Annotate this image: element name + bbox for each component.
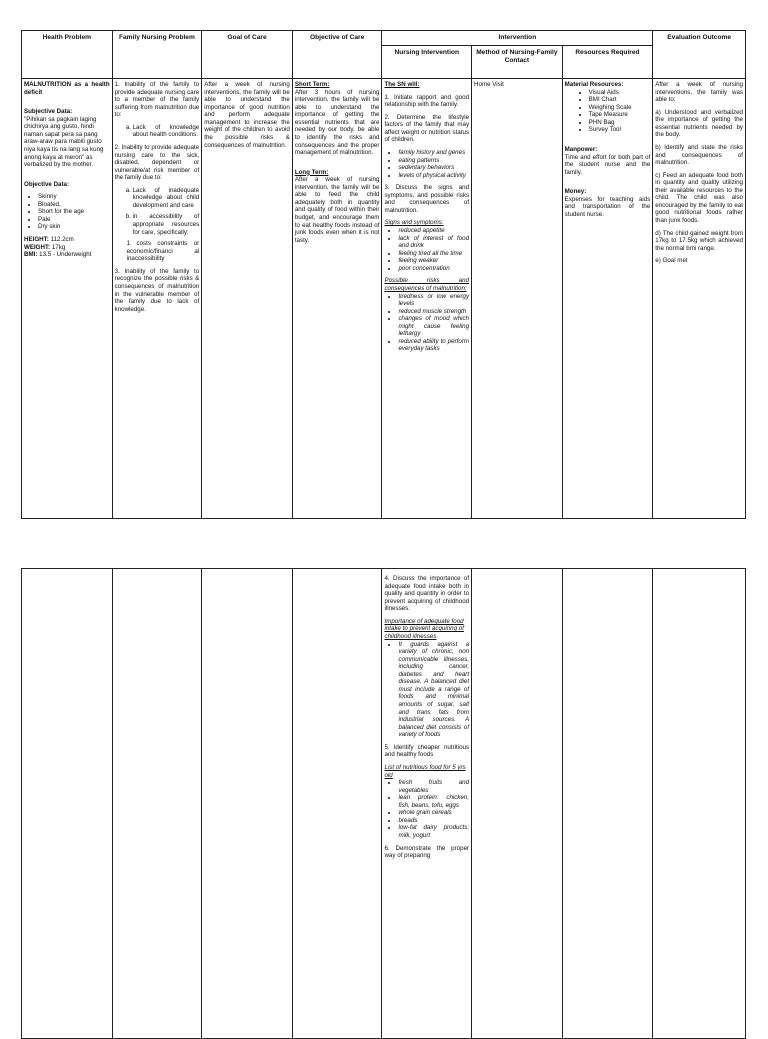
material-resources-list [565,89,651,134]
objective-data-item: • Dry skin [38,223,110,231]
health-problem-cell [22,79,113,519]
material-item: • PHN Bag [589,119,651,127]
importance-label: Importance of adequate food intake to prevent acquiring of childhood illnesses [384,617,464,640]
material-item: • Tape Measure [589,111,651,119]
header-method-of-contact: Method of Nursing-Family Contact [472,46,563,79]
intervention-1: 1. Initiate rapport and good relationship with the family. [384,93,470,109]
long-term-label: Long Term: [294,168,329,176]
evaluation-c: c) Feed an adequate food both in quantity and quality utilizing their available resources to the child. The child was also encouraged by the family to eat good nutritional foods rather than junk foods. [655,171,743,225]
importance-item: • It guards against a variety of chronic, non communicable illnesses, including cancer, diabetes and heart disease. A balanced diet must include a range of foods and minimal amounts of sugar, salt and trans fats from industrial sources. A balanced diet consists of variety of foods [398,641,469,739]
evaluation-e: e) Goal met [655,257,688,265]
risks-label: Possible risks and consequences of malnutrition: [384,277,470,292]
weight-label: WEIGHT: [24,243,51,251]
objective-of-care-cell [292,79,382,519]
risk-item: • changes of mood which might cause feeling lethargy [398,315,469,338]
intervention-3: 3. Discuss the signs and symptoms, and possible risks and consequences of malnutrition. [384,184,470,214]
health-problem-title: MALNUTRITION as a health deficit [24,81,110,96]
lifestyle-factor-item: • family history and genes [398,149,469,157]
care-plan-table-page1 [21,30,746,519]
header-family-nursing-problem: Family Nursing Problem [112,31,202,79]
risk-item: • reduced muscle strength [398,308,469,316]
goal-of-care-cell-continued [202,569,293,1039]
goal-text: After a week of nursing interventions, the family will be able to understand the importance of good nutrition and perform adequate management to increase the weight of the children to avoid the possible risks & consequences of malnutrition. [204,81,290,149]
sign-item: • reduced appetite [398,227,469,235]
header-health-problem: Health Problem [22,31,113,79]
manpower-text: Time and effort for both part of the student nurse and the family. [564,153,651,176]
food-item: • breads [398,817,469,825]
food-item: • low-fat dairy products: milk, yogurt [398,824,469,839]
height-value: 112.2cm [50,236,74,244]
lifestyle-factor-item: • levels of physical activity [398,172,469,180]
objective-data-item: • Bloated, [38,201,110,209]
intervention-4: 4. Discuss the importance of adequate food intake both in quality and quantity in order to prevent acquiring of childhood illnesses. [384,575,470,613]
material-item: • Survey Tool [589,126,651,134]
height-line [24,236,110,244]
material-item: • Weighing Scale [589,104,651,112]
lifestyle-factors-list [384,149,469,179]
nutritious-food-label: List of nutritious food for 5 yrs old [384,763,466,779]
signs-label: Signs and symptoms: [384,219,444,227]
header-row [22,31,746,46]
objective-of-care-cell-continued [292,569,382,1039]
family-problem-1-list [115,124,200,139]
lifestyle-factor-item: • sedentary behaviors [398,164,469,172]
sign-item: • feeling tired all the time [398,250,469,258]
method-cell [472,79,563,519]
family-problem-3: 3. Inability of the family to recognize the possible risks & consequences of malnutrition in the vulnerable member of the family due to lack of knowledge. [114,267,200,313]
resources-cell [562,79,653,519]
method-text: Home Visit [474,81,504,89]
header-nursing-intervention: Nursing Intervention [382,46,472,79]
care-plan-table-page2 [21,568,746,1039]
evaluation-b: b) Identify and state the risks and consequences of malnutrition. [655,143,743,167]
family-problem-2-item: a. Lack of inadequate knowledge about child development and care [133,187,200,210]
sign-item: • lack of interest of food and drink [398,235,469,250]
intervention-5: 5. Identify cheaper nutritious and healthy foods [384,743,470,759]
long-term-text: After a week of nursing intervention, the family will be able to feed the child adequately both in quantity and quality of food within their budget, and encourage them to eat healthy foods instead of junk foods even when it is not tasty. [294,176,380,244]
objective-data-item: • Pale [38,216,110,224]
risks-list [384,293,469,354]
material-resources-label: Material Resources: [564,81,624,89]
food-item: • lean protein: chicken, fish, beans, tofu, eggs [398,794,469,809]
short-term-label: Short Term: [294,81,330,89]
money-label: Money: [564,188,587,196]
content-row [22,79,746,519]
subjective-data-text: "Pihikan sa pagkain laging chichirya ang gusto, hindi naman sapat pera sa pang araw-araw para mabili gusto niya kaya tis na lang sa kung anong kaya at meron" as verbalized by the mother. [24,115,104,169]
evaluation-a: a) Understood and verbalized the importance of getting the essential nutrients needed by the body. [655,108,743,139]
material-item: • BMI Chart [589,96,651,104]
bmi-label: BMI: [24,251,38,259]
sign-item: • poor concentration [398,265,469,273]
money-text: Expenses for teaching aids and transportation of the student nurse. [564,195,651,218]
intervention-2: 2. Determine the lifestyle factors of the family that may affect weight or nutrition status of children. [384,113,470,144]
resources-cell-continued [562,569,653,1039]
header-resources-required: Resources Required [562,46,653,79]
importance-list [384,641,469,739]
evaluation-intro: After a week of nursing interventions, the family was able to: [655,81,743,104]
subjective-data-label: Subjective Data: [24,108,73,116]
manpower-label: Manpower: [564,145,598,153]
objective-data-item: • Short for the age [38,208,110,216]
risk-item: • tiredness or low energy levels [398,293,469,308]
family-problem-2: 2. Inability to provide adequate nursing care to the sick, disabled, dependent or vulnerable/at risk member of the family due to: [114,143,200,182]
family-problem-2-item: b. in accessibility of appropriate resources for care, specifically: [133,213,200,236]
objective-data-list [24,193,110,231]
height-label: HEIGHT: [24,236,49,244]
food-item: • whole grain cereals [398,809,469,817]
weight-value: 17kg [51,243,66,251]
nursing-intervention-cell [382,79,472,519]
header-evaluation-outcome: Evaluation Outcome [653,31,746,79]
family-problem-2-list [115,187,200,263]
material-item: • Visual Aids [589,89,651,97]
food-item: • fresh fruits and vegetables [398,779,469,794]
family-problem-cell [112,79,202,519]
evaluation-cell-continued [653,569,746,1039]
signs-list [384,227,469,272]
sign-item: • feeling weaker [398,257,469,265]
bmi-line [24,251,110,259]
bmi-value: 13.5 - Underweight [39,251,92,259]
continued-row [22,569,746,1039]
nursing-intervention-cell-continued [382,569,472,1039]
short-term-text: After 3 hours of nursing intervention, the family will be able to understand the importance of getting the essential nutrients that are needed by our body, be able to identify the risks and consequences and the proper management of malnutrition. [294,88,380,157]
health-problem-cell-continued [22,569,113,1039]
intervention-6: 6. Demonstrate the proper way of preparing [384,844,470,860]
family-problem-1-item: a. Lack of knowledge about health conditions. [133,124,200,139]
family-problem-cell-continued [112,569,202,1039]
evaluation-d: d) The child gained weight from 17kg to 17.5kg which achieved the normal bmi range. [655,229,743,252]
nutritious-food-list [384,779,469,840]
method-cell-continued [472,569,563,1039]
objective-data-item: • Skinny [38,193,110,201]
header-objective-of-care: Objective of Care [292,31,382,79]
evaluation-cell [653,79,746,519]
family-problem-1: 1. Inability of the family to provide adequate nursing care to a member of the family suffering from malnutrition due to: [114,81,200,119]
weight-line [24,244,110,252]
header-intervention: Intervention [382,31,653,46]
family-problem-2-item: 1 costs constraints or economic/financi al inaccessibility [126,240,200,263]
sn-will-heading: The SN will: [384,81,420,89]
lifestyle-factor-item: • eating patterns [398,157,469,165]
risk-item: • reduced ability to perform everyday tasks [398,338,469,353]
objective-data-label: Objective Data: [24,180,70,188]
header-goal-of-care: Goal of Care [202,31,293,79]
goal-of-care-cell [202,79,293,519]
